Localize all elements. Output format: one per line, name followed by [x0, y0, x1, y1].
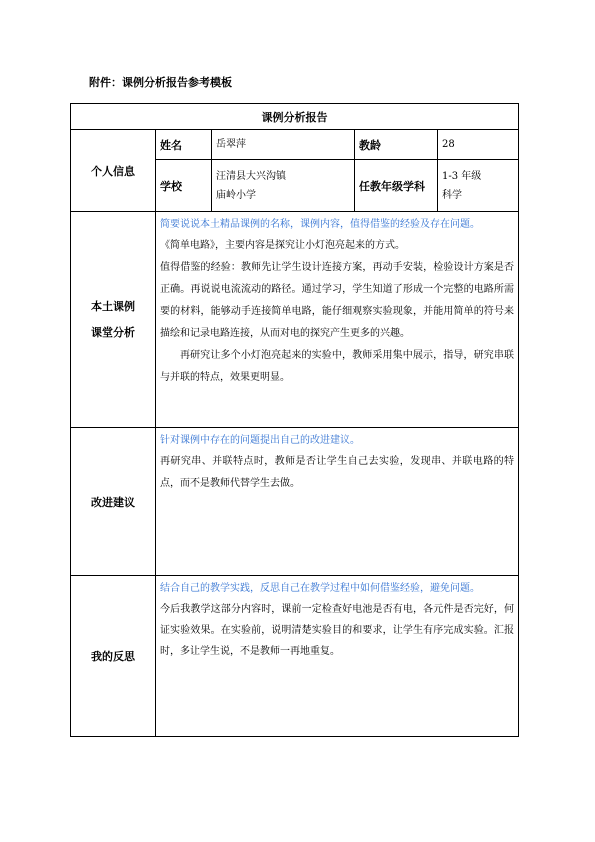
teaching-years-value: 28	[438, 130, 519, 160]
analysis-paragraph: 再研究让多个小灯泡亮起来的实验中，教师采用集中展示，指导，研究串联与并联的特点，效果更明显。	[160, 350, 515, 383]
attachment-title: 附件：课例分析报告参考模板	[89, 76, 232, 89]
name-value: 岳翠萍	[212, 130, 355, 160]
analysis-paragraph: 值得借鉴的经验：教师先让学生设计连接方案，再动手安装，检验设计方案是否正确。再说说电流流动的路径。通过学习，学生知道了形成一个完整的电路所需要的材料，能够动手连接简单电路，能仔细观察实验现象，并能用简单的符号来描绘和记录电路连接，从而对电的探究产生更多的兴趣。	[160, 262, 515, 339]
analysis-label-line2: 课堂分析	[91, 325, 135, 339]
personal-info-label: 个人信息	[71, 130, 156, 212]
improvement-hint: 针对课例中存在的问题提出自己的改进建议。	[160, 435, 360, 446]
analysis-content	[156, 212, 519, 428]
reflection-content	[156, 576, 519, 737]
analysis-hint: 简要说说本土精品课例的名称，课例内容，值得借鉴的经验及存在问题。	[160, 219, 480, 230]
analysis-label-line1: 本土课例	[91, 299, 135, 313]
report-title: 课例分析报告	[71, 104, 519, 130]
grade-subject-label: 任教年级学科	[355, 160, 438, 212]
reflection-hint: 结合自己的教学实践，反思自己在教学过程中如何借鉴经验，避免问题。	[160, 583, 480, 594]
grade-subject-line1: 1-3 年级	[442, 170, 482, 182]
analysis-paragraph: 《简单电路》，主要内容是探究让小灯泡亮起来的方式。	[160, 240, 405, 251]
grade-subject-value	[438, 160, 519, 212]
school-value-line1: 汪清县大兴沟镇	[216, 170, 286, 182]
school-value	[212, 160, 355, 212]
reflection-label: 我的反思	[71, 576, 156, 737]
improvement-label: 改进建议	[71, 428, 156, 576]
report-table	[70, 103, 519, 737]
teaching-years-label: 教龄	[355, 130, 438, 160]
improvement-content	[156, 428, 519, 576]
name-label: 姓名	[156, 130, 212, 160]
grade-subject-line2: 科学	[442, 189, 462, 201]
school-value-line2: 庙岭小学	[216, 189, 256, 201]
improvement-paragraph: 再研究串、并联特点时，教师是否让学生自己去实验，发现串、并联电路的特点，而不是教师代替学生去做。	[160, 456, 515, 489]
school-label: 学校	[156, 160, 212, 212]
reflection-paragraph: 今后我教学这部分内容时，课前一定检查好电池是否有电，各元件是否完好，何证实验效果。在实验前，说明清楚实验目的和要求，让学生有序完成实验。汇报时，多让学生说，不是教师一再地重复。	[160, 604, 515, 657]
analysis-label	[71, 212, 156, 428]
